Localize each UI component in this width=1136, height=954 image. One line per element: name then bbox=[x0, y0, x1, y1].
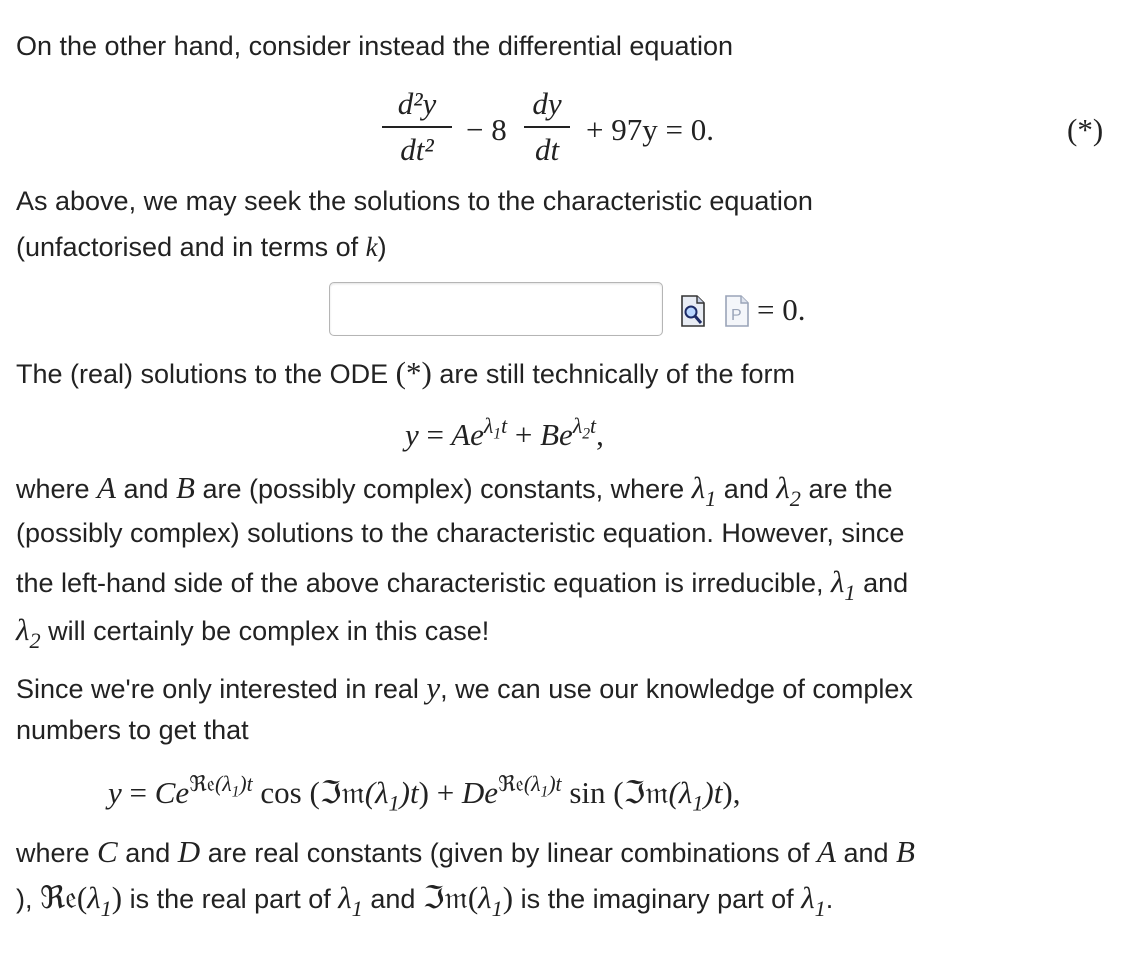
fraction-numerator: d²y bbox=[397, 86, 437, 121]
magnifier-preview-icon[interactable] bbox=[680, 295, 706, 327]
where-line-4: $\lambda_2$ will certainly be complex in this case! bbox=[16, 612, 490, 653]
format-help-icon[interactable] bbox=[724, 295, 750, 327]
fraction-denominator: dt² bbox=[400, 132, 434, 167]
seek-text-line1: As above, we may seek the solutions to the characteristic equation bbox=[16, 186, 813, 216]
where-line-3: the left-hand side of the above characteristic equation is irreducible, $\lambda_1$ and bbox=[16, 564, 909, 605]
final-line-1: where C and D are real constants (given by linear combinations of A and B bbox=[16, 834, 915, 869]
final-line-2: ), $ℜ𝔢(\lambda_1)$ is the real part of $\lambda_1$ and $ℑ𝔪(\lambda_1)$ is the imaginary part of $\lambda_1$. bbox=[16, 880, 834, 921]
intro-text: On the other hand, consider instead the differential equation bbox=[16, 31, 734, 61]
since-line-1: Since we're only interested in real y, we can use our knowledge of complex bbox=[16, 670, 913, 705]
svg-text:P: P bbox=[731, 307, 742, 324]
seek-text-line2: (unfactorised and in terms of k) bbox=[16, 232, 387, 262]
ode-rest: + 97y = 0. bbox=[586, 112, 714, 147]
where-line-2: (possibly complex) solutions to the characteristic equation. However, since bbox=[16, 518, 905, 548]
ode-minus-8: − 8 bbox=[466, 112, 507, 147]
equals-zero: = 0. bbox=[757, 292, 806, 327]
fraction-dy-dt bbox=[524, 86, 570, 168]
real-solution: $y = Ce^{ℜ𝔢(\lambda_1)t}$ $\cos (ℑ𝔪(\lambda_1)t) + De^{ℜ𝔢(\lambda_1)t}$ $\sin (ℑ𝔪(\lambda_1)t)$, bbox=[108, 772, 741, 816]
general-solution: $y = Ae^{\lambda_1t} + Be^{\lambda_2t}$, bbox=[405, 414, 604, 452]
variable-k: k bbox=[365, 232, 378, 262]
fraction-denominator: dt bbox=[534, 132, 560, 167]
characteristic-equation-input[interactable] bbox=[329, 282, 663, 336]
since-line-2: numbers to get that bbox=[16, 715, 249, 745]
fraction-numerator: dy bbox=[532, 86, 562, 121]
fraction-d2y-dt2 bbox=[382, 86, 452, 168]
equation-tag: (*) bbox=[1067, 112, 1104, 147]
where-line-1: where A and B are (possibly complex) constants, where $\lambda_1$ and $\lambda_2$ are the bbox=[16, 470, 893, 511]
form-text: The (real) solutions to the ODE (*) are still technically of the form bbox=[16, 355, 795, 390]
